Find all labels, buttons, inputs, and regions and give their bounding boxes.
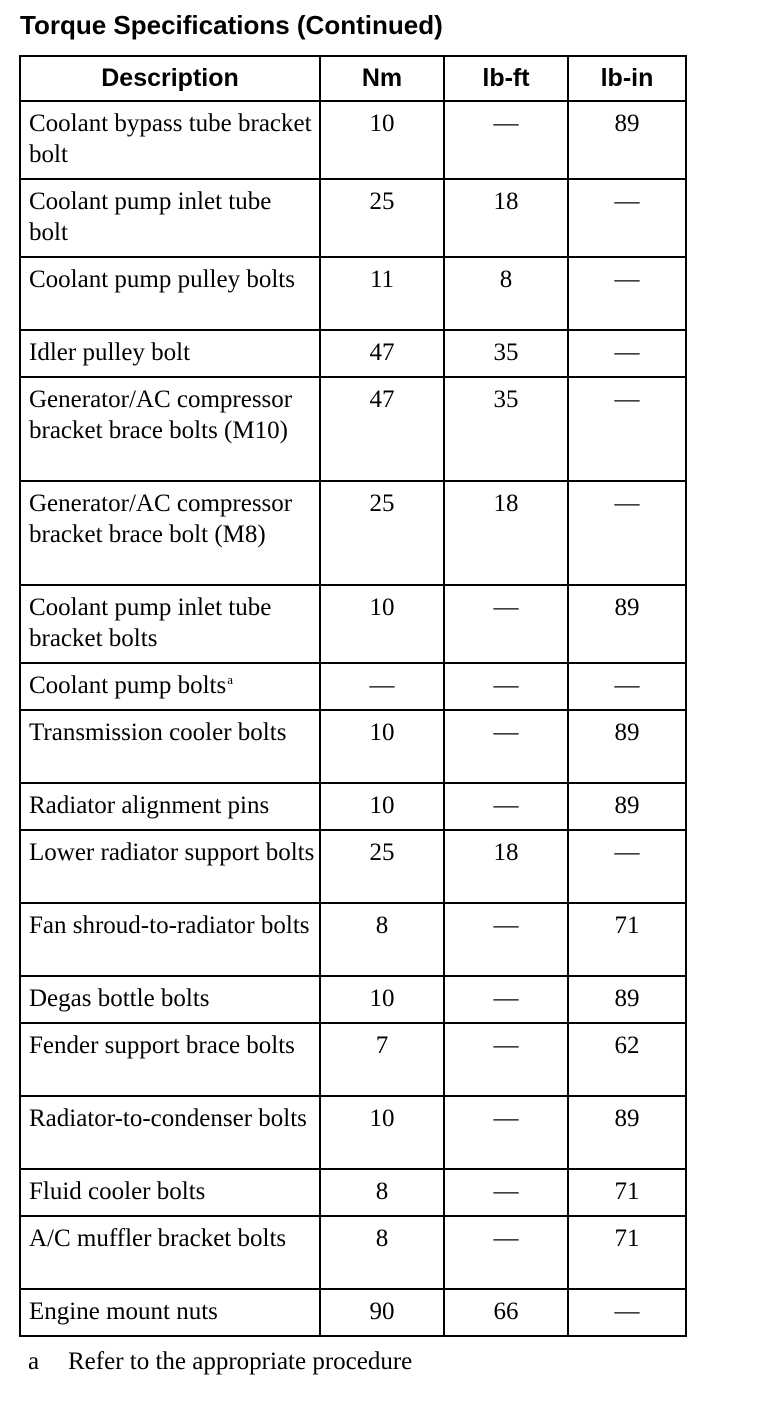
- page-title: Torque Specifications (Continued): [20, 10, 443, 40]
- table-row: [20, 1289, 686, 1336]
- table-row: [20, 1023, 686, 1096]
- row-lbft: —: [444, 101, 568, 179]
- table-row: [20, 585, 686, 663]
- row-description: Radiator alignment pins: [20, 783, 320, 830]
- row-nm: 10: [320, 783, 444, 830]
- row-lbin: 89: [568, 101, 686, 179]
- row-lbin: 89: [568, 710, 686, 783]
- row-lbft: —: [444, 903, 568, 976]
- row-lbft: —: [444, 1096, 568, 1169]
- table-row: [20, 663, 686, 710]
- table-row: [20, 1096, 686, 1169]
- table-row: [20, 830, 686, 903]
- row-lbft: —: [444, 783, 568, 830]
- row-lbin: —: [568, 377, 686, 481]
- row-nm: —: [320, 663, 444, 710]
- row-description: A/C muffler bracket bolts: [20, 1216, 320, 1289]
- row-lbft: 18: [444, 481, 568, 585]
- table-row: [20, 1169, 686, 1216]
- row-nm: 47: [320, 330, 444, 377]
- row-lbin: 71: [568, 903, 686, 976]
- row-nm: 7: [320, 1023, 444, 1096]
- footnote: [28, 1346, 412, 1377]
- row-nm: 10: [320, 585, 444, 663]
- row-description: Engine mount nuts: [20, 1289, 320, 1336]
- table-row: [20, 710, 686, 783]
- footnote-reference: a: [227, 672, 234, 687]
- table-row: [20, 976, 686, 1023]
- row-nm: 8: [320, 1169, 444, 1216]
- row-nm: 11: [320, 257, 444, 330]
- column-header-lbft: lb-ft: [444, 56, 568, 101]
- row-nm: 25: [320, 481, 444, 585]
- row-nm: 8: [320, 903, 444, 976]
- row-lbft: —: [444, 710, 568, 783]
- torque-spec-table: [19, 55, 687, 1337]
- table-row: [20, 481, 686, 585]
- row-lbin: 89: [568, 976, 686, 1023]
- row-lbin: —: [568, 481, 686, 585]
- row-lbin: —: [568, 1289, 686, 1336]
- row-nm: 25: [320, 830, 444, 903]
- row-lbin: —: [568, 830, 686, 903]
- row-nm: 10: [320, 1096, 444, 1169]
- row-lbft: 8: [444, 257, 568, 330]
- row-description: Lower radiator support bolts: [20, 830, 320, 903]
- row-lbin: 71: [568, 1216, 686, 1289]
- row-description: Coolant pump pulley bolts: [20, 257, 320, 330]
- row-lbft: —: [444, 1169, 568, 1216]
- row-description: Coolant pump inlet tube bracket bolts: [20, 585, 320, 663]
- row-lbin: —: [568, 179, 686, 257]
- row-nm: 25: [320, 179, 444, 257]
- row-lbin: —: [568, 257, 686, 330]
- row-description: [20, 663, 320, 710]
- column-header-lbin: lb-in: [568, 56, 686, 101]
- row-description: Coolant pump inlet tube bolt: [20, 179, 320, 257]
- table-row: [20, 903, 686, 976]
- footnote-marker: a: [28, 1348, 40, 1375]
- row-lbft: —: [444, 1023, 568, 1096]
- table-row: [20, 179, 686, 257]
- row-description: Idler pulley bolt: [20, 330, 320, 377]
- table-row: [20, 783, 686, 830]
- row-lbin: 71: [568, 1169, 686, 1216]
- row-lbin: 89: [568, 783, 686, 830]
- row-description: Generator/AC compressor bracket brace bolt (M8): [20, 481, 320, 585]
- table-row: [20, 330, 686, 377]
- row-description: Fender support brace bolts: [20, 1023, 320, 1096]
- row-description-text: Coolant pump bolts: [29, 672, 227, 699]
- row-description: Degas bottle bolts: [20, 976, 320, 1023]
- row-nm: 47: [320, 377, 444, 481]
- row-description: Generator/AC compressor bracket brace bolts (M10): [20, 377, 320, 481]
- row-lbft: —: [444, 585, 568, 663]
- row-lbft: —: [444, 1216, 568, 1289]
- table-row: [20, 377, 686, 481]
- row-nm: 90: [320, 1289, 444, 1336]
- column-header-nm: Nm: [320, 56, 444, 101]
- table-header-row: [20, 56, 686, 101]
- table-row: [20, 257, 686, 330]
- row-lbin: 62: [568, 1023, 686, 1096]
- row-nm: 10: [320, 710, 444, 783]
- row-lbin: —: [568, 330, 686, 377]
- row-lbft: —: [444, 663, 568, 710]
- row-description: Fluid cooler bolts: [20, 1169, 320, 1216]
- row-nm: 10: [320, 101, 444, 179]
- row-lbft: 35: [444, 330, 568, 377]
- row-description: Coolant bypass tube bracket bolt: [20, 101, 320, 179]
- table-row: [20, 101, 686, 179]
- column-header-description: Description: [20, 56, 320, 101]
- row-description: Fan shroud-to-radiator bolts: [20, 903, 320, 976]
- row-nm: 10: [320, 976, 444, 1023]
- row-description: Transmission cooler bolts: [20, 710, 320, 783]
- row-lbft: 66: [444, 1289, 568, 1336]
- row-lbft: 18: [444, 830, 568, 903]
- row-description: Radiator-to-condenser bolts: [20, 1096, 320, 1169]
- row-lbft: 35: [444, 377, 568, 481]
- row-lbin: —: [568, 663, 686, 710]
- row-lbft: —: [444, 976, 568, 1023]
- row-lbin: 89: [568, 1096, 686, 1169]
- row-lbft: 18: [444, 179, 568, 257]
- footnote-text: Refer to the appropriate procedure: [68, 1348, 413, 1375]
- table-row: [20, 1216, 686, 1289]
- row-nm: 8: [320, 1216, 444, 1289]
- row-lbin: 89: [568, 585, 686, 663]
